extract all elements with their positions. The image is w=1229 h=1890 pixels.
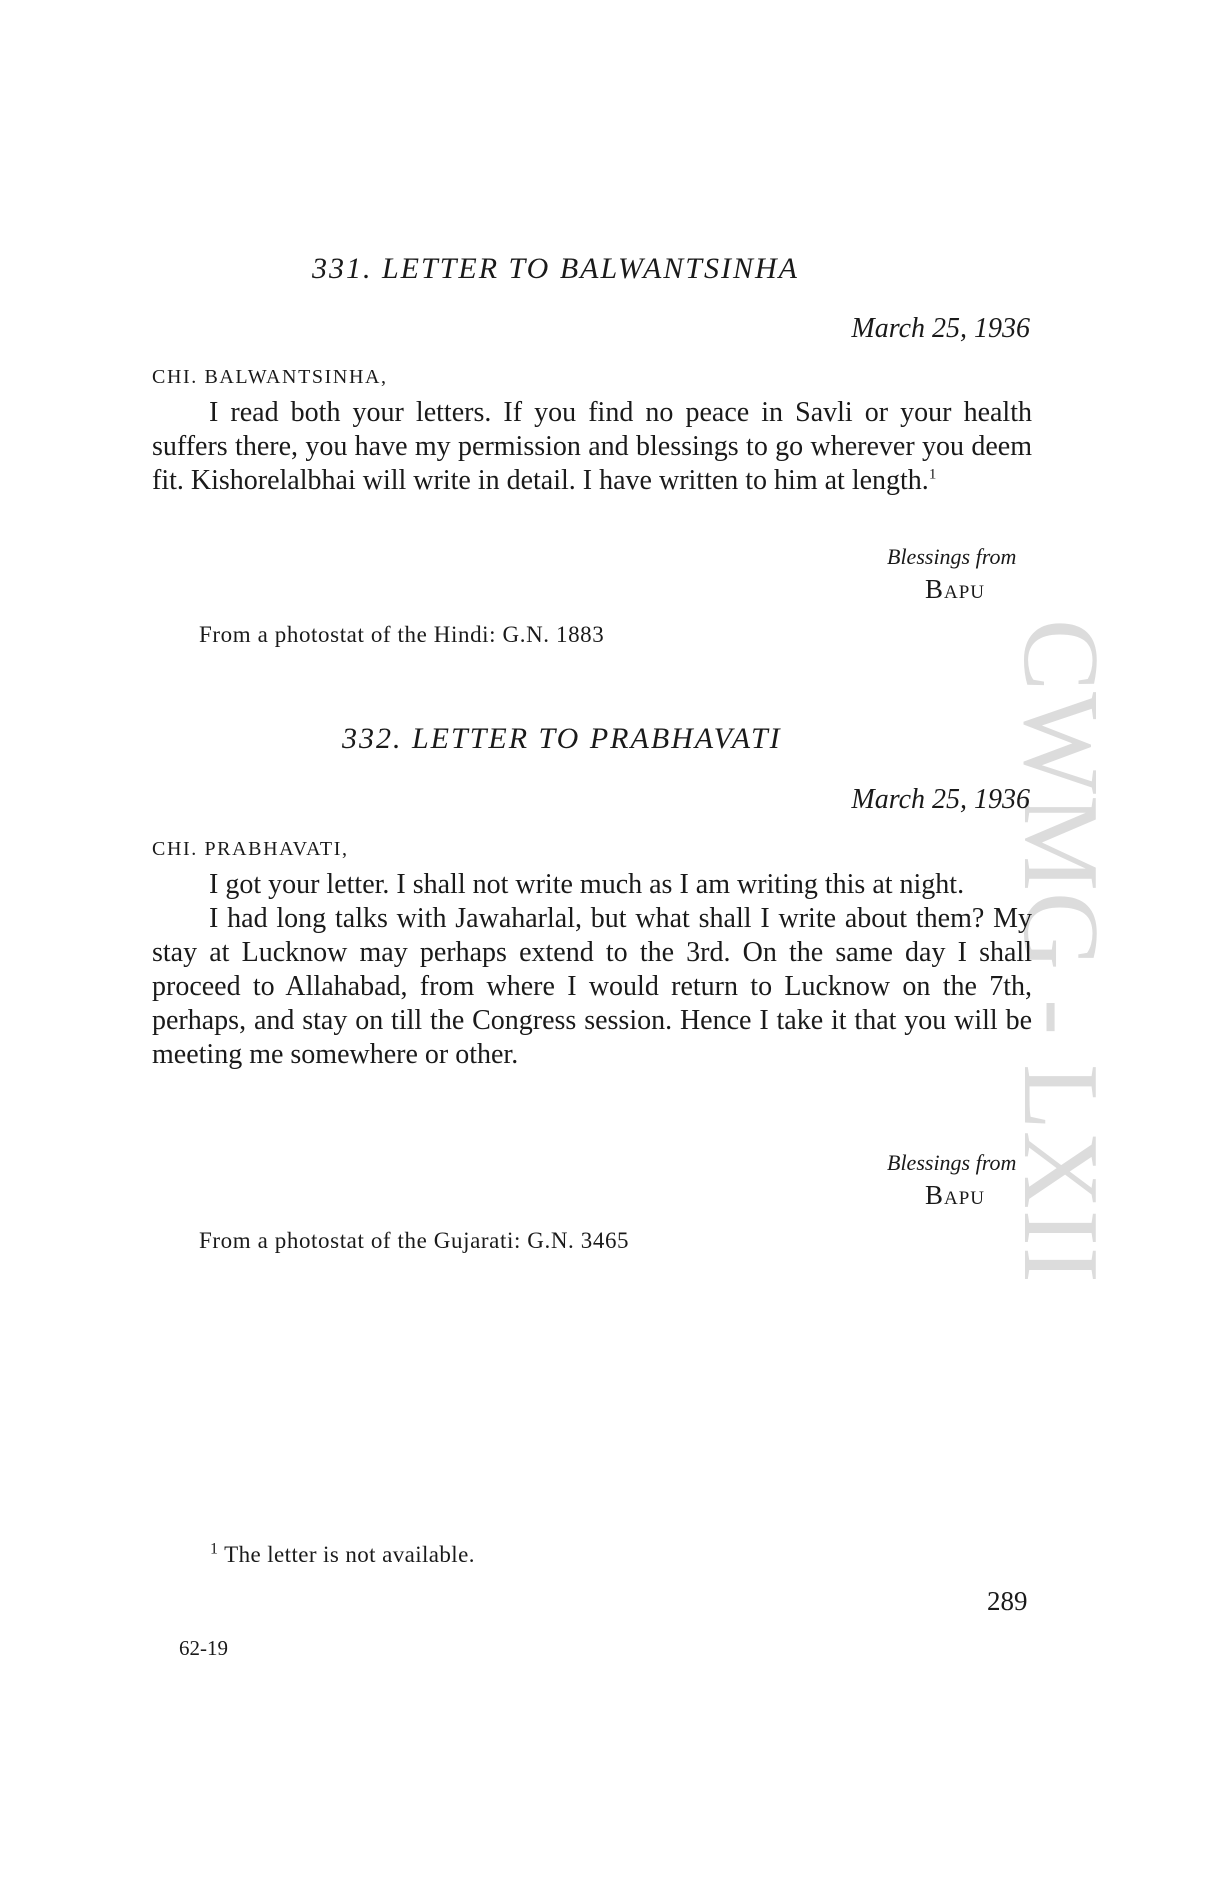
footnote-marker: 1 [210, 1540, 219, 1558]
signature: Bapu [925, 574, 986, 604]
page-number: 289 [987, 1586, 1028, 1616]
signature: Bapu [925, 1180, 986, 1210]
salutation: CHI. BALWANTSINHA, [152, 366, 388, 388]
paragraph: I read both your letters. If you find no peace in Savli or your health suffers there, you have my permission and blessings to go wherever you deem fit. Kishorelalbhai will write in detail. I have written to him at length.$^1$ [152, 397, 1032, 496]
salutation: CHI. PRABHAVATI, [152, 838, 349, 860]
source-note: From a photostat of the Gujarati: G.N. 3465 [199, 1228, 630, 1253]
watermark: CWMG - LXII [1001, 618, 1120, 1284]
letter-body [152, 868, 1032, 1072]
closing-blessings: Blessings from [887, 1150, 1017, 1175]
paragraph: I had long talks with Jawaharlal, but what shall I write about them? My stay at Lucknow may perhaps extend to the 3rd. On the same day I shall proceed to Allahabad, from where I would return to Lucknow on the 7th, perhaps, and stay on till the Congress session. Hence I take it that you will be meeting me somewhere or other. [152, 903, 1032, 1070]
footnote-text: The letter is not available. [224, 1542, 475, 1567]
paragraph: I got your letter. I shall not write much as I am writing this at night. [209, 869, 965, 900]
letter-date: March 25, 1936 [851, 784, 1030, 815]
footnote [210, 1542, 475, 1568]
letter-heading: 331. LETTER TO BALWANTSINHA [312, 252, 799, 285]
signature-mark: 62-19 [179, 1636, 228, 1660]
closing-blessings: Blessings from [887, 544, 1017, 569]
footnote-reference: 1 [928, 466, 937, 483]
source-note: From a photostat of the Hindi: G.N. 1883 [199, 622, 605, 647]
letter-heading: 332. LETTER TO PRABHAVATI [342, 722, 782, 755]
letter-body [152, 396, 1032, 498]
letter-date: March 25, 1936 [851, 313, 1030, 344]
